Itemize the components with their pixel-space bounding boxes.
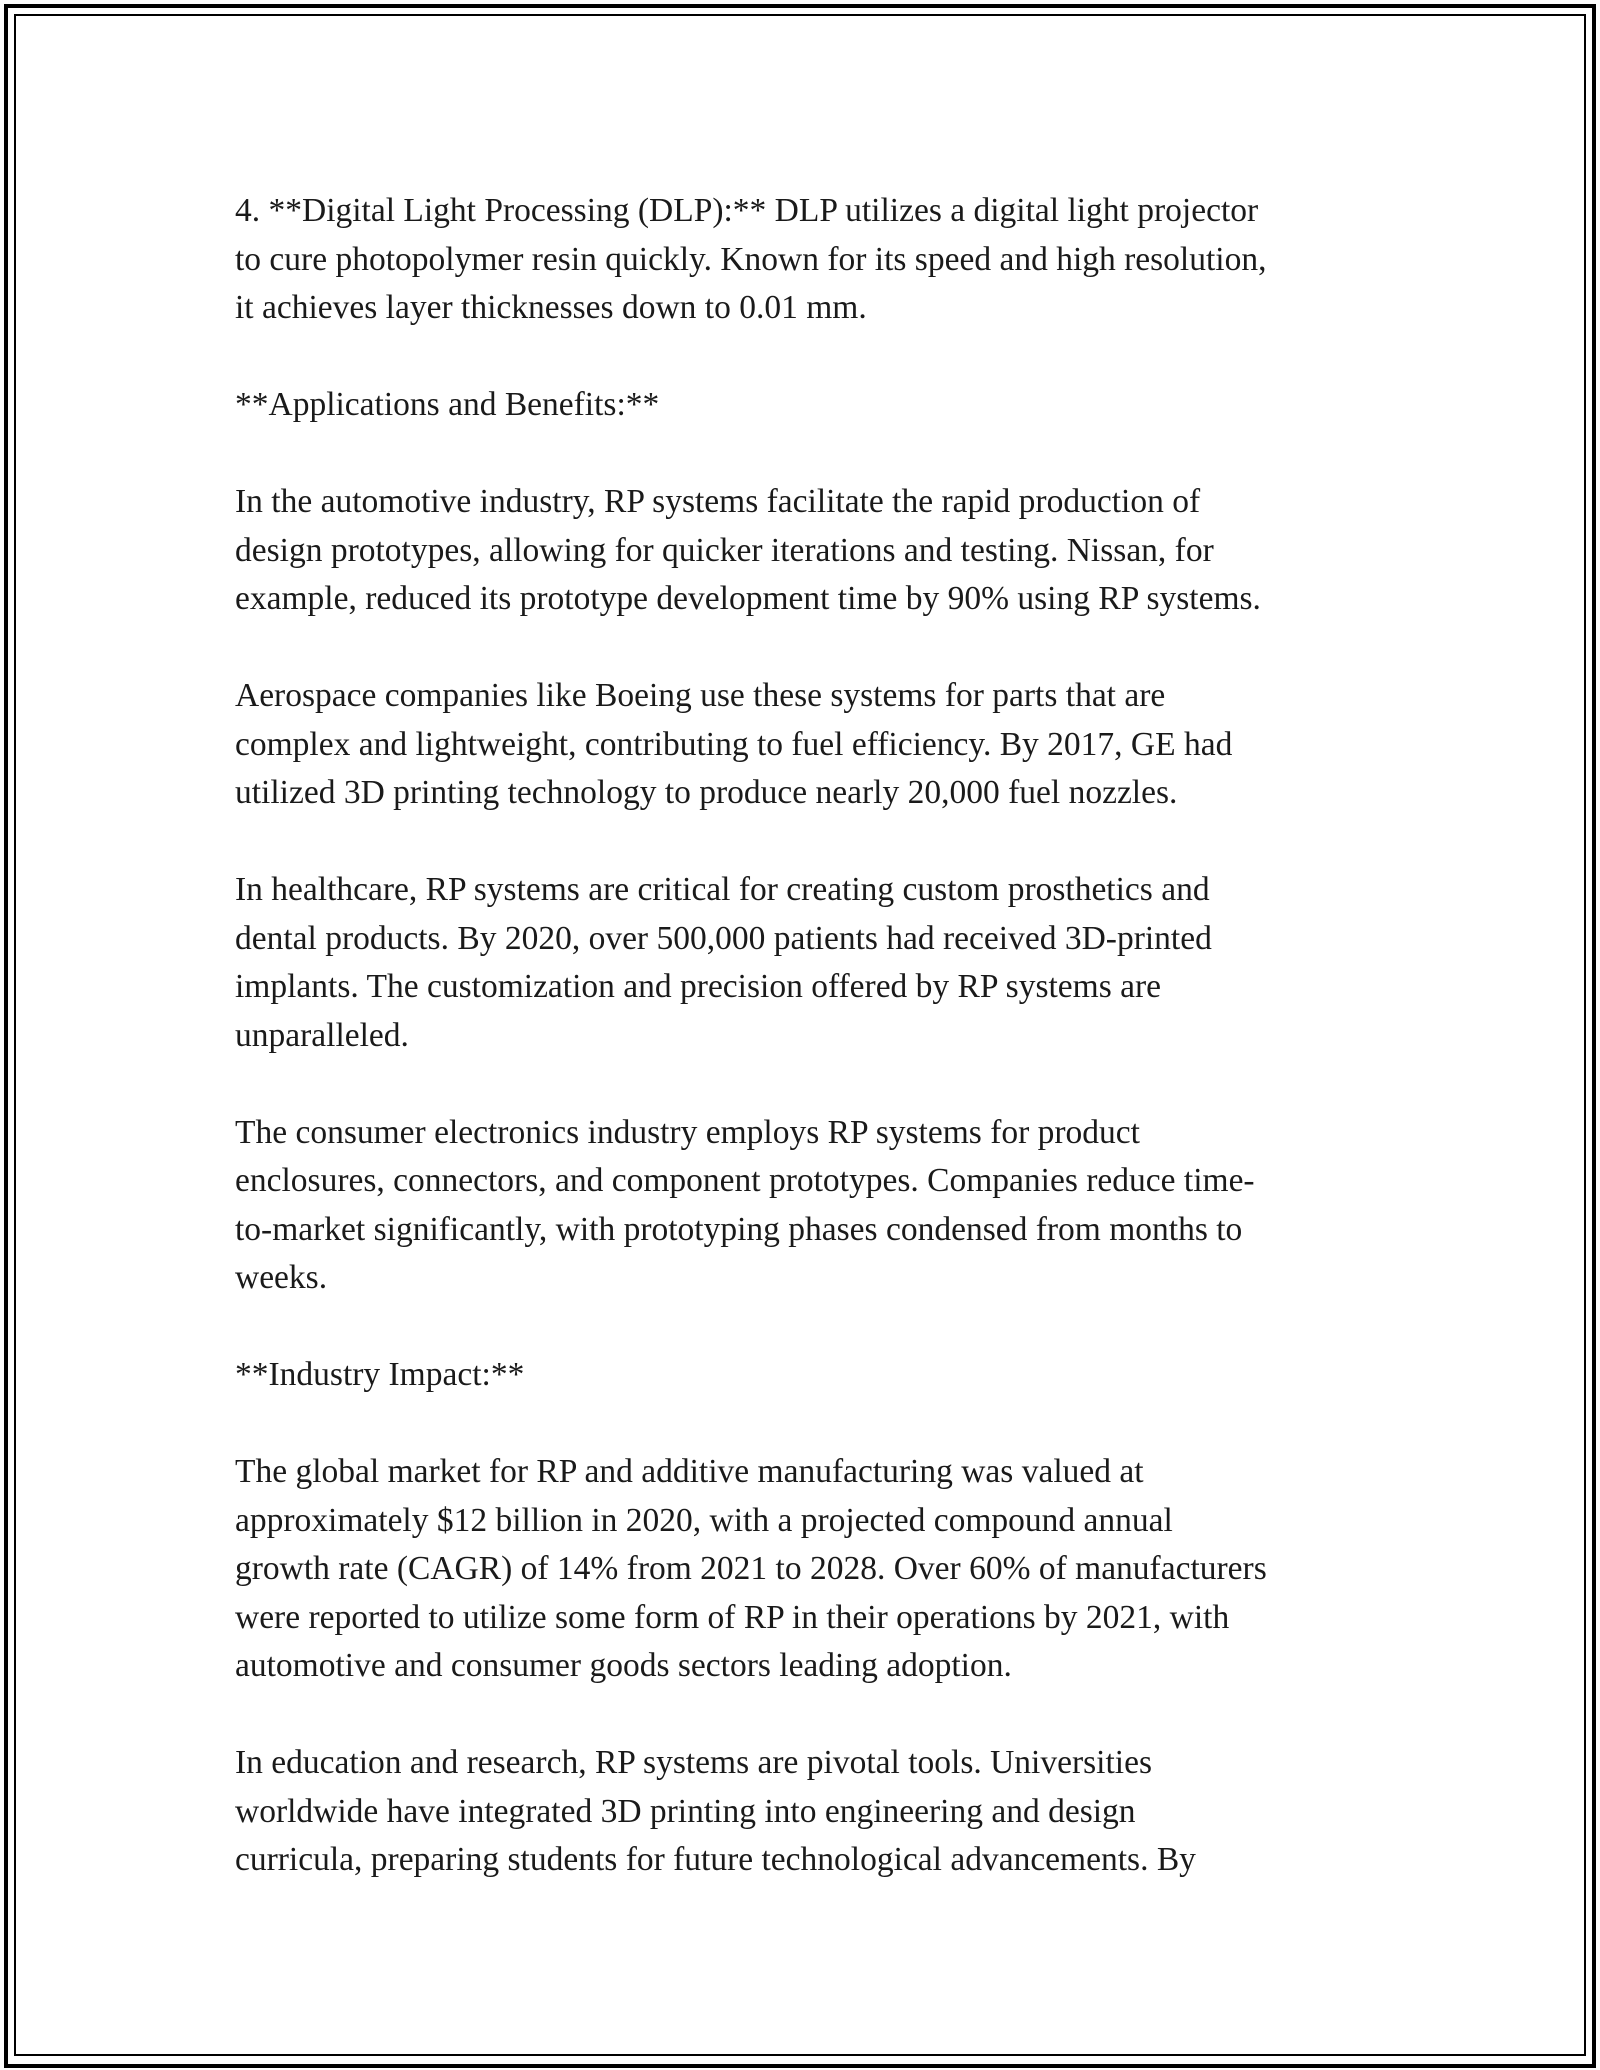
paragraph-education-research: In education and research, RP systems are pivotal tools. Universities worldwide have integrated 3D printing into engineering and design curricula, preparing students for future technological advancements. By: [235, 1744, 1196, 1878]
paragraph-consumer-electronics: The consumer electronics industry employs RP systems for product enclosures, connectors, and component prototypes. Companies reduce time- to-market significantly, with prototyping phases condensed from months to weeks.: [235, 1113, 1255, 1296]
paragraph-dlp: 4. **Digital Light Processing (DLP):** DLP utilizes a digital light projector to cure photopolymer resin quickly. Known for its speed and high resolution, it achieves layer thicknesses down to 0.01 mm.: [235, 192, 1267, 326]
heading-applications-and-benefits: **Applications and Benefits:**: [235, 386, 660, 423]
paragraph-aerospace: Aerospace companies like Boeing use these systems for parts that are complex and lightweight, contributing to fuel efficiency. By 2017, GE had utilized 3D printing technology to produce nearly 20,000 fuel nozzles.: [235, 677, 1233, 811]
paragraph-global-market: The global market for RP and additive manufacturing was valued at approximately $12 billion in 2020, with a projected compound annual growth rate (CAGR) of 14% from 2021 to 2028. Over 60% of manufacturers were reported to utilize some form of RP in their operations by 2021, with automotive and consumer goods sectors leading adoption.: [235, 1453, 1267, 1684]
paragraph-healthcare: In healthcare, RP systems are critical for creating custom prosthetics and dental products. By 2020, over 500,000 patients had received 3D-printed implants. The customization and precision offered by RP systems are unparalleled.: [235, 871, 1212, 1054]
document-body: [235, 187, 1385, 1933]
heading-industry-impact: **Industry Impact:**: [235, 1356, 525, 1393]
paragraph-automotive: In the automotive industry, RP systems facilitate the rapid production of design prototypes, allowing for quicker iterations and testing. Nissan, for example, reduced its prototype development time by 90% using RP systems.: [235, 483, 1261, 617]
